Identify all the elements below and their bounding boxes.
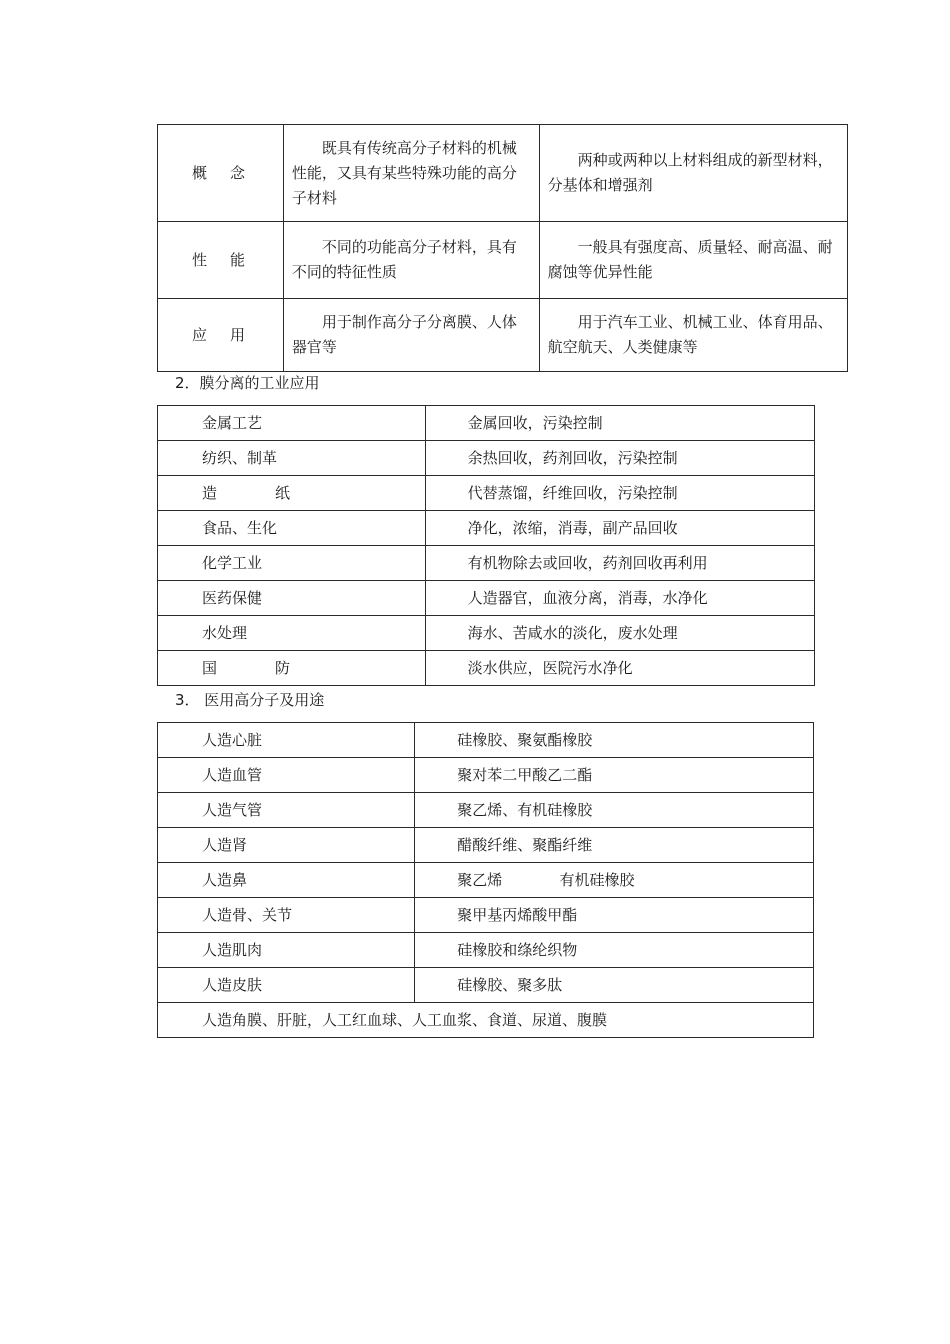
organ-cell: 人造气管 [158, 793, 415, 828]
material-cell: 硅橡胶和绦纶织物 [415, 933, 814, 968]
industry-cell: 食品、生化 [158, 511, 426, 546]
table-row [158, 723, 814, 758]
spread-char: 纸 [274, 483, 290, 502]
other-artificial-organs-cell: 人造角膜、肝脏，人工红血球、人工血浆、食道、尿道、腹膜 [158, 1003, 814, 1038]
table-row [158, 863, 814, 898]
functional-polymer-concept: 既具有传统高分子材料的机械性能，又具有某些特殊功能的高分子材料 [283, 125, 539, 222]
material-cell: 聚对苯二甲酸乙二酯 [415, 758, 814, 793]
table-row [158, 406, 815, 441]
functional-polymer-performance: 不同的功能高分子材料，具有不同的特征性质 [283, 222, 539, 299]
use-cell: 淡水供应，医院污水净化 [425, 651, 814, 686]
industry-cell: 化学工业 [158, 546, 426, 581]
organ-cell: 人造骨、关节 [158, 898, 415, 933]
industry-cell: 水处理 [158, 616, 426, 651]
medical-polymers-table [157, 722, 814, 1038]
organ-cell: 人造肾 [158, 828, 415, 863]
table-row [158, 898, 814, 933]
material-cell: 聚甲基丙烯酸甲酯 [415, 898, 814, 933]
organ-cell: 人造鼻 [158, 863, 415, 898]
composite-material-performance: 一般具有强度高、质量轻、耐高温、耐腐蚀等优异性能 [539, 222, 847, 299]
table-row [158, 651, 815, 686]
table-row [158, 511, 815, 546]
use-cell: 代替蒸馏，纤维回收，污染控制 [425, 476, 814, 511]
composite-material-concept: 两种或两种以上材料组成的新型材料，分基体和增强剂 [539, 125, 847, 222]
table-row [158, 546, 815, 581]
organ-cell: 人造皮肤 [158, 968, 415, 1003]
spread-char: 国 [202, 658, 218, 677]
table-row [158, 616, 815, 651]
table-row [158, 793, 814, 828]
composite-material-application: 用于汽车工业、机械工业、体育用品、航空航天、人类健康等 [539, 299, 847, 372]
industry-cell-spread [202, 656, 290, 681]
industry-cell-spread [202, 481, 290, 506]
table-row [158, 968, 814, 1003]
industry-cell [158, 476, 426, 511]
table-row [158, 222, 848, 299]
table-row [158, 441, 815, 476]
section-heading-medical: 3． 医用高分子及用途 [175, 691, 325, 709]
use-cell: 有机物除去或回收，药剂回收再利用 [425, 546, 814, 581]
row-label-performance: 性 能 [158, 222, 284, 299]
table-row [158, 476, 815, 511]
functional-polymer-application: 用于制作高分子分离膜、人体器官等 [283, 299, 539, 372]
material-cell: 硅橡胶、聚多肽 [415, 968, 814, 1003]
materials-comparison-table [157, 124, 848, 372]
use-cell: 海水、苦咸水的淡化，废水处理 [425, 616, 814, 651]
use-cell: 余热回收，药剂回收，污染控制 [425, 441, 814, 476]
material-cell: 醋酸纤维、聚酯纤维 [415, 828, 814, 863]
use-cell: 金属回收，污染控制 [425, 406, 814, 441]
table-row [158, 933, 814, 968]
table-row [158, 581, 815, 616]
row-label-concept: 概 念 [158, 125, 284, 222]
material-cell: 硅橡胶、聚氨酯橡胶 [415, 723, 814, 758]
industry-cell: 医药保健 [158, 581, 426, 616]
use-cell: 净化，浓缩，消毒，副产品回收 [425, 511, 814, 546]
organ-cell: 人造肌肉 [158, 933, 415, 968]
industry-cell: 金属工艺 [158, 406, 426, 441]
spread-char: 造 [202, 483, 218, 502]
row-label-application: 应 用 [158, 299, 284, 372]
section-heading-membrane: 2．膜分离的工业应用 [175, 374, 320, 392]
organ-cell: 人造心脏 [158, 723, 415, 758]
table-row [158, 758, 814, 793]
table-row [158, 299, 848, 372]
industry-cell: 纺织、制革 [158, 441, 426, 476]
industry-cell [158, 651, 426, 686]
table-row [158, 1003, 814, 1038]
use-cell: 人造器官，血液分离，消毒，水净化 [425, 581, 814, 616]
organ-cell: 人造血管 [158, 758, 415, 793]
material-cell: 聚乙烯 有机硅橡胶 [415, 863, 814, 898]
membrane-applications-table [157, 405, 815, 686]
table-row [158, 828, 814, 863]
table-row [158, 125, 848, 222]
spread-char: 防 [274, 658, 290, 677]
material-cell: 聚乙烯、有机硅橡胶 [415, 793, 814, 828]
